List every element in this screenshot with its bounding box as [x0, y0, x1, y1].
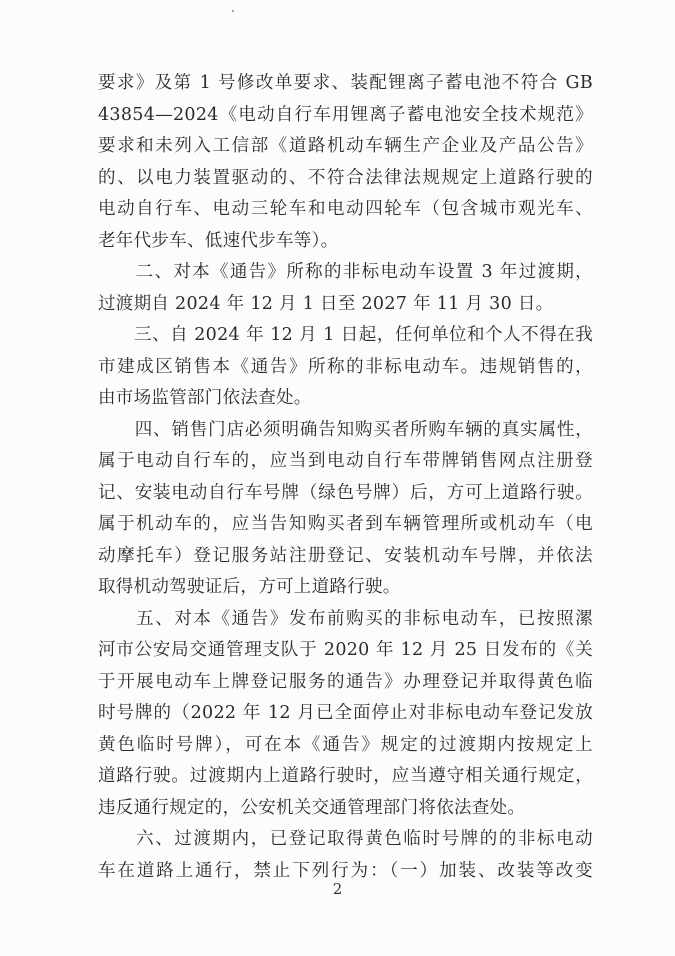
text-line: 三、自 2024 年 12 月 1 日起，任何单位和个人不得在我 — [98, 325, 593, 345]
scan-dot — [232, 10, 234, 12]
text-line: 属于电动自行车的，应当到电动自行车带牌销售网点注册登 — [98, 451, 593, 471]
text-line: 车在道路上通行，禁止下列行为：（一）加装、改装等改变 — [98, 860, 593, 881]
text-line: 动摩托车）登记服务站注册登记、安装机动车号牌，并依法 — [98, 545, 593, 566]
text-line: 违反通行规定的，公安机关交通管理部门将依法查处。 — [98, 797, 526, 818]
text-line: 取得机动驾驶证后，方可上道路行驶。 — [98, 577, 401, 597]
text-line: 市建成区销售本《通告》所称的非标电动车。违规销售的， — [98, 356, 593, 377]
text-line: 43854—2024《电动自行车用锂离子蓄电池安全技术规范》 — [98, 104, 593, 125]
text-line: 由市场监管部门依法查处。 — [98, 388, 312, 408]
text-line: 的、以电力装置驱动的、不符合法律法规规定上道路行驶的 — [98, 167, 593, 188]
text-line: 电动自行车、电动三轮车和电动四轮车（包含城市观光车、 — [98, 199, 593, 219]
text-line: 老年代步车、低速代步车等）。 — [98, 230, 339, 251]
text-line: 二、对本《通告》所称的非标电动车设置 3 年过渡期， — [98, 262, 593, 282]
text-line: 过渡期自 2024 年 12 月 1 日至 2027 年 11 月 30 日。 — [98, 293, 554, 314]
text-line: 四、销售门店必须明确告知购买者所购车辆的真实属性， — [98, 419, 593, 440]
text-line: 要求》及第 1 号修改单要求、装配锂离子蓄电池不符合 GB — [98, 73, 593, 93]
text-line: 于开展电动车上牌登记服务的通告》办理登记并取得黄色临 — [98, 671, 593, 692]
page-number: 2 — [332, 880, 343, 898]
text-line: 河市公安局交通管理支队于 2020 年 12 月 25 日发布的《关 — [98, 640, 593, 660]
text-line: 五、对本《通告》发布前购买的非标电动车，已按照漯 — [98, 608, 593, 629]
text-line: 属于机动车的，应当告知购买者到车辆管理所或机动车（电 — [98, 514, 593, 534]
text-line: 道路行驶。过渡期内上道路行驶时，应当遵守相关通行规定， — [98, 766, 593, 786]
document-body — [98, 68, 593, 887]
text-line: 黄色临时号牌），可在本《通告》规定的过渡期内按规定上 — [98, 734, 593, 755]
text-line: 时号牌的（2022 年 12 月已全面停止对非标电动车登记发放 — [98, 703, 593, 723]
text-line: 记、安装电动自行车号牌（绿色号牌）后，方可上道路行驶。 — [98, 482, 593, 503]
text-line: 要求和未列入工信部《道路机动车辆生产企业及产品公告》 — [98, 136, 593, 156]
text-line: 六、过渡期内，已登记取得黄色临时号牌的的非标电动 — [98, 829, 593, 849]
